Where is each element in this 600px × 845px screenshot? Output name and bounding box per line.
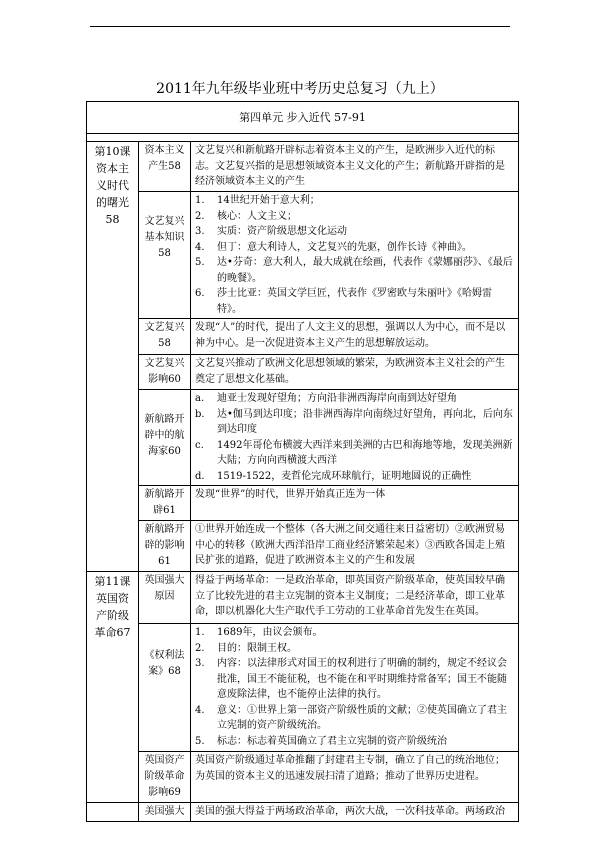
content-cell bbox=[191, 390, 519, 486]
table-row bbox=[87, 521, 519, 572]
list-item: 1. 14世纪开始于意大利； bbox=[195, 195, 320, 206]
topic-cell: 文艺复兴影响60 bbox=[139, 355, 191, 390]
unit-header: 第四单元 步入近代 57-91 bbox=[87, 102, 519, 134]
list-item: 1. 1689年，由议会颁布。 bbox=[195, 627, 323, 638]
knowledge-list bbox=[195, 193, 514, 317]
list-item: 4. 但丁：意大利诗人，文艺复兴的先驱，创作长诗《神曲》。 bbox=[195, 241, 472, 253]
content-cell: 文艺复兴和新航路开辟标志着资本主义的产生，是欧洲步入近代的标志。文艺复兴指的是思想领域资本主义文化的产生；新航路开辟指的是经济领域资本主义的产生 bbox=[191, 142, 519, 192]
topic-cell: 美国强大 bbox=[139, 803, 191, 822]
topic-cell: 新航路开辟的影响61 bbox=[139, 521, 191, 572]
table-row bbox=[87, 752, 519, 803]
list-item: 5. 达•芬奇：意大利人，最大成就在绘画，代表作《蒙娜丽莎》、《最后的晚餐》。 bbox=[195, 257, 513, 284]
list-item: 4. 意义：①世界上第一部资产阶级性质的文献；②使英国确立了君主立宪制的资产阶级统治。 bbox=[195, 704, 507, 731]
content-cell: 文艺复兴推动了欧洲文化思想领域的繁荣，为欧洲资本主义社会的产生奠定了思想文化基础。 bbox=[191, 355, 519, 390]
list-item: d. 1519-1522，麦哲伦完成环球航行，证明地圆说的正确性 bbox=[195, 470, 472, 482]
topic-cell: 文艺复兴58 bbox=[139, 319, 191, 355]
content-cell: 发现“人”的时代，提出了人文主义的思想，强调以人为中心，而不是以神为中心。是一次促进资本主义产生的思想解放运动。 bbox=[191, 319, 519, 355]
table-row bbox=[87, 390, 519, 486]
lesson-11-cell: 第11课英国资产阶级革命67 bbox=[87, 572, 139, 803]
table-row bbox=[87, 319, 519, 355]
topic-cell: 《权利法案》68 bbox=[139, 624, 191, 752]
page-title: 2011年九年级毕业班中考历史总复习（九上） bbox=[156, 81, 444, 97]
content-cell: 英国资产阶级通过革命推翻了封建君主专制，确立了自己的统治地位；为英国的资本主义的迅速发展扫清了道路；推动了世界历史进程。 bbox=[191, 752, 519, 803]
navigator-list bbox=[195, 391, 514, 484]
list-item: 3. 实质：资产阶级思想文化运动 bbox=[195, 226, 347, 237]
table-row bbox=[87, 142, 519, 192]
topic-cell: 英国强大原因 bbox=[139, 572, 191, 624]
lesson-10-cell: 第10课资本主义时代的曙光58 bbox=[87, 142, 139, 572]
table-row bbox=[87, 192, 519, 319]
table-row bbox=[87, 572, 519, 624]
header-rule bbox=[90, 26, 510, 27]
list-item: 3. 内容：以法律形式对国王的权利进行了明确的制约，规定不经议会批准，国王不能征税，也不能在和平时期维持常备军；国王不能随意废除法律，也不能停止法律的执行。 bbox=[195, 658, 507, 700]
list-item: c. 1492年哥伦布横渡大西洋来到美洲的古巴和海地等地，发现美洲新大陆；方向向西横渡大西洋 bbox=[195, 439, 513, 466]
list-item: 6. 莎士比亚：英国文学巨匠，代表作《罗密欧与朱丽叶》《哈姆雷特》。 bbox=[195, 288, 492, 315]
topic-cell: 新航路开辟61 bbox=[139, 486, 191, 521]
topic-cell: 文艺复兴基本知识58 bbox=[139, 192, 191, 319]
list-item: 5. 标志：标志着英国确立了君主立宪制的资产阶级统治 bbox=[195, 735, 447, 747]
spacer-row bbox=[87, 134, 519, 142]
table-row bbox=[87, 355, 519, 390]
content-cell: ①世界开始连成一个整体（各大洲之间交通往来日益密切）②欧洲贸易中心的转移（欧洲大西洋沿岸工商业经济繁荣起来）③西欧各国走上殖民扩张的道路，促进了欧洲资本主义的产生和发展 bbox=[191, 521, 519, 572]
bill-of-rights-list bbox=[195, 625, 514, 749]
content-cell bbox=[191, 624, 519, 752]
topic-cell: 资本主义产生58 bbox=[139, 142, 191, 192]
table-row bbox=[87, 803, 519, 822]
list-item: a. 迪亚士发现好望角；方向沿非洲西海岸向南到达好望角 bbox=[195, 393, 457, 404]
topic-cell: 新航路开辟中的航海家60 bbox=[139, 390, 191, 486]
unit-header-row bbox=[87, 102, 519, 134]
table-row bbox=[87, 624, 519, 752]
review-table bbox=[86, 101, 519, 822]
content-cell: 发现“世界”的时代，世界开始真正连为一体 bbox=[191, 486, 519, 521]
content-cell bbox=[191, 192, 519, 319]
lesson-cell-empty bbox=[87, 803, 139, 822]
list-item: 2. 核心：人文主义； bbox=[195, 210, 297, 222]
content-cell: 美国的强大得益于两场政治革命，两次大战，一次科技革命。两场政治 bbox=[191, 803, 519, 822]
table-row bbox=[87, 486, 519, 521]
list-item: b. 达•伽马到达印度；沿非洲西海岸向南绕过好望角，再向北，后向东到达印度 bbox=[195, 408, 513, 435]
topic-cell: 英国资产阶级革命影响69 bbox=[139, 752, 191, 803]
content-cell: 得益于两场革命：一是政治革命，即英国资产阶级革命，使英国较早确立了比较先进的君主立宪制的资本主义制度；二是经济革命，即工业革命，即以机器化大生产取代手工劳动的工业革命首先发生在英国。 bbox=[191, 572, 519, 624]
list-item: 2. 目的：限制王权。 bbox=[195, 642, 297, 654]
